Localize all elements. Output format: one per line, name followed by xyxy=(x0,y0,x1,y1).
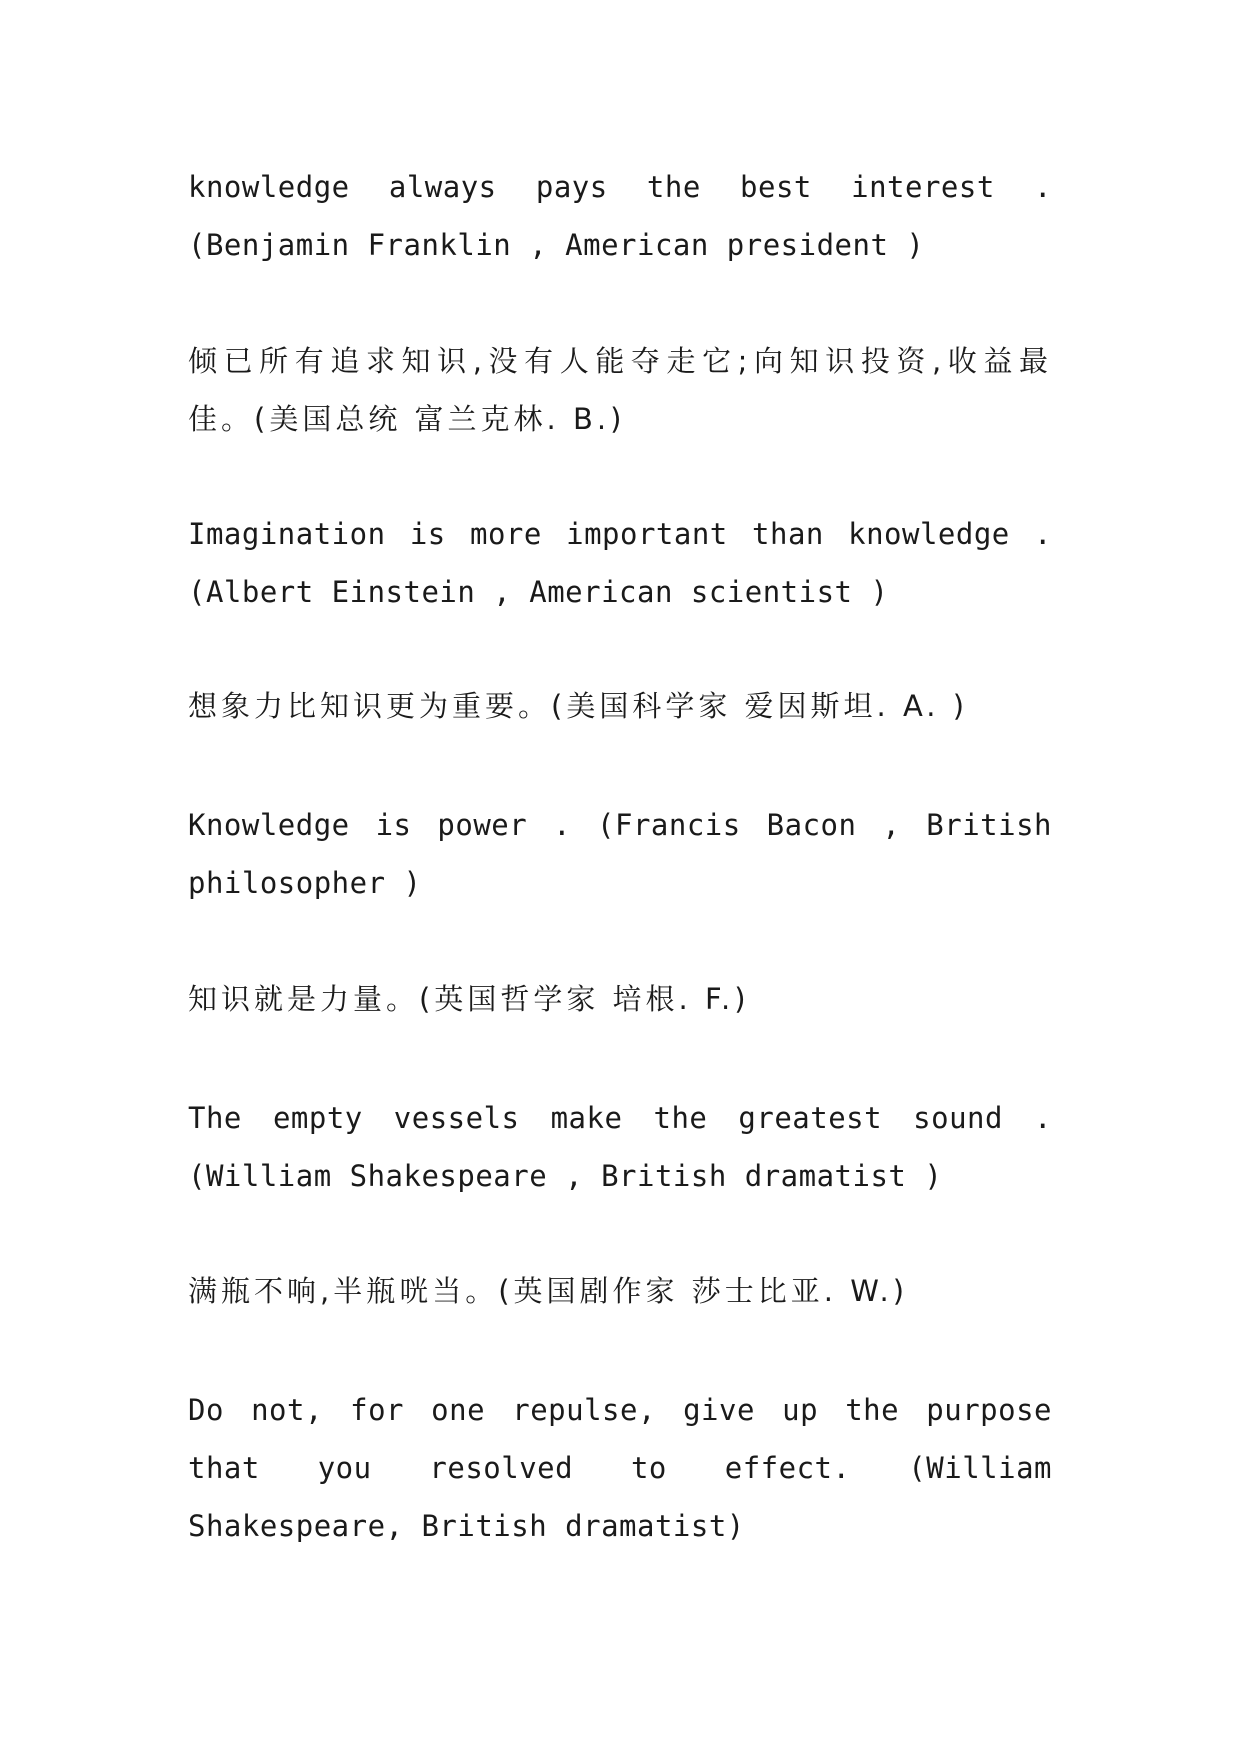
quote-franklin-english: knowledge always pays the best interest . (Benjamin Franklin , American president ) xyxy=(188,170,1052,262)
quote-shakespeare-chinese: 满瓶不响,半瓶咣当。(英国剧作家 莎士比亚. W.) xyxy=(188,1274,909,1308)
quote-einstein-english: Imagination is more important than knowledge .(Albert Einstein , American scientist ) xyxy=(188,517,1052,609)
quote-bacon-english: Knowledge is power . (Francis Bacon , British philosopher ) xyxy=(188,808,1052,900)
quote-shakespeare-english: The empty vessels make the greatest sound . (William Shakespeare , British dramatist ) xyxy=(188,1101,1052,1193)
quote-einstein-chinese: 想象力比知识更为重要。(美国科学家 爱因斯坦. A. ) xyxy=(188,689,969,723)
quote-franklin-chinese: 倾已所有追求知识,没有人能夺走它;向知识投资,收益最佳。(美国总统 富兰克林. B.) xyxy=(188,344,1052,436)
quote-shakespeare-2-english: Do not, for one repulse, give up the purpose that you resolved to effect. (William Shakespeare, British dramatist) xyxy=(188,1393,1052,1543)
quote-bacon-chinese: 知识就是力量。(英国哲学家 培根. F.) xyxy=(188,982,750,1016)
